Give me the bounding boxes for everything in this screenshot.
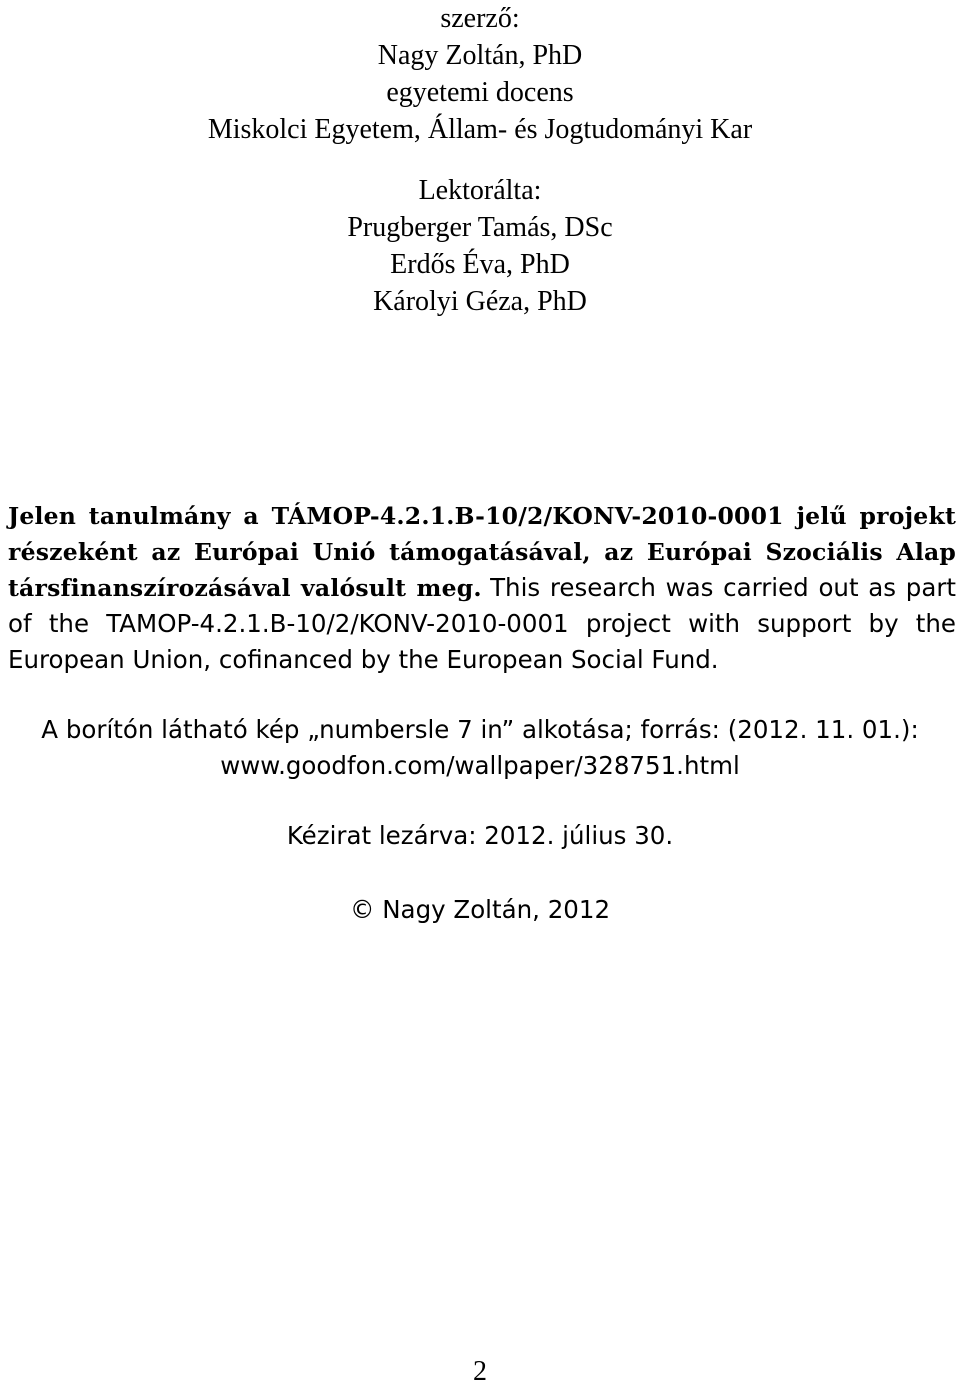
project-note-line: of the TAMOP-4.2.1.B-10/2/KONV-2010-0001 project with support by the [8, 609, 956, 638]
reviewer-name: Károlyi Géza, PhD [373, 286, 587, 317]
manuscript-closed-text: Kézirat lezárva: 2012. július 30. [286, 821, 674, 850]
project-note-line: részeként az Európai Unió támogatásával, az Európai Szociális Alap [8, 538, 956, 566]
page-number: 2 [473, 1356, 487, 1387]
project-note-hungarian-end: társfinanszírozásával valósult meg. [8, 574, 482, 602]
author-block [0, 0, 960, 148]
author-position: egyetemi docens [386, 77, 574, 108]
manuscript-closed-date [0, 818, 960, 854]
project-note-mixed-line [8, 570, 956, 606]
project-note [8, 498, 956, 678]
reviewer-name: Prugberger Tamás, DSc [347, 212, 613, 243]
cover-note-line: A borítón látható kép „numbersle 7 in” alkotása; forrás: (2012. 11. 01.): [41, 715, 919, 744]
project-note-line: Jelen tanulmány a TÁMOP-4.2.1.B-10/2/KONV-2010-0001 jelű projekt [8, 502, 956, 530]
reviewers-block [0, 172, 960, 320]
copyright-notice [0, 892, 960, 928]
author-label: szerző: [440, 3, 520, 34]
reviewer-name: Erdős Éva, PhD [390, 249, 570, 280]
reviewers-label: Lektorálta: [418, 175, 542, 206]
author-name: Nagy Zoltán, PhD [377, 40, 583, 71]
author-affiliation: Miskolci Egyetem, Állam- és Jogtudományi Kar [207, 114, 753, 145]
project-note-english-start: This research was carried out as part [490, 573, 957, 602]
cover-note-url: www.goodfon.com/wallpaper/328751.html [220, 751, 740, 780]
cover-image-note [0, 712, 960, 784]
project-note-line: European Union, cofinanced by the European Social Fund. [8, 645, 719, 674]
copyright-text: © Nagy Zoltán, 2012 [349, 895, 611, 924]
